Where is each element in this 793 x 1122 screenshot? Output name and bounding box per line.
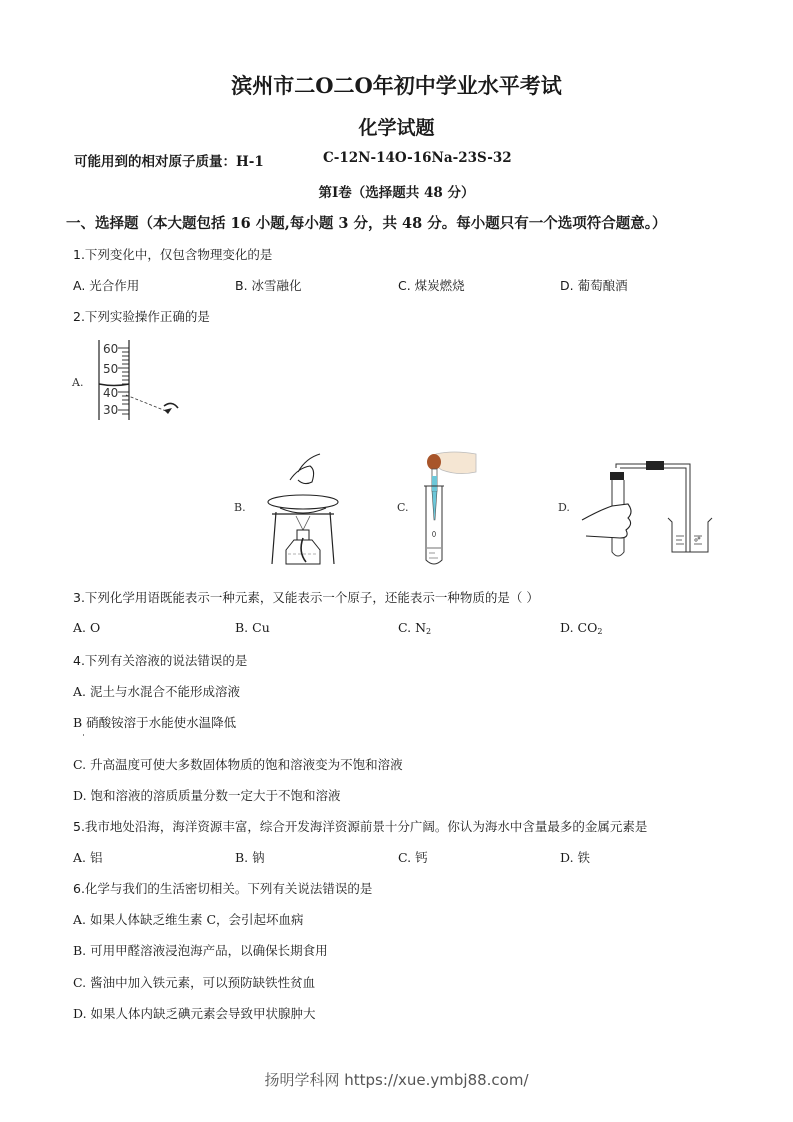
question-3-stem: 3.下列化学用语既能表示一种元素，又能表示一个原子，还能表示一种物质的是（ ） — [73, 590, 539, 605]
option-prefix: C. — [398, 620, 416, 635]
dropper-test-tube-icon — [418, 450, 483, 570]
subscript: 2 — [426, 627, 432, 636]
tick-label-60: 60 — [103, 342, 119, 356]
exam-subtitle: 化学试题 — [358, 117, 435, 139]
question-4-option-b[interactable]: B 硝酸铵溶于水能使水温降低 — [73, 715, 237, 730]
question-4-option-d[interactable]: D. 饱和溶液的溶质质量分数一定大于不饱和溶液 — [73, 788, 341, 803]
formula-o: O — [89, 620, 101, 635]
question-6-option-b[interactable]: B. 可用甲醛溶液浸泡海产品，以确保长期食用 — [73, 943, 328, 958]
question-6-option-c[interactable]: C. 酱油中加入铁元素，可以预防缺铁性贫血 — [73, 975, 316, 990]
figure-c-label[interactable]: C. — [397, 501, 409, 514]
option-prefix: B. — [235, 620, 253, 635]
subscript: 2 — [597, 627, 603, 636]
question-5-option-d[interactable]: D. 铁 — [560, 850, 591, 865]
question-3-option-a[interactable] — [73, 620, 100, 635]
atomic-mass-label: 可能用到的相对原子质量：H-1 — [74, 154, 264, 170]
test-tube-beaker-icon — [580, 460, 730, 560]
question-6-stem: 6.化学与我们的生活密切相关。下列有关说法错误的是 — [73, 881, 373, 896]
question-1-option-b[interactable]: B. 冰雪融化 — [235, 278, 302, 293]
section-title: 一、选择题（本大题包括 16 小题,每小题 3 分，共 48 分。每小题只有一个选项符合题意。） — [66, 215, 667, 232]
evaporating-dish-figure — [258, 452, 348, 567]
question-4-option-a[interactable]: A. 泥土与水混合不能形成溶液 — [73, 684, 240, 699]
question-2-stem: 2.下列实验操作正确的是 — [73, 309, 210, 324]
question-5-option-b[interactable]: B. 钠 — [235, 850, 265, 865]
question-1-option-c[interactable]: C. 煤炭燃烧 — [398, 278, 465, 293]
figure-a-label[interactable]: A. — [72, 376, 84, 389]
question-3-option-d[interactable] — [560, 620, 602, 636]
question-5-stem: 5.我市地处沿海，海洋资源丰富，综合开发海洋资源前景十分广阔。你认为海水中含量最多的金属元素是 — [73, 819, 648, 834]
option-prefix: D. — [560, 620, 578, 635]
tick-label-30: 30 — [103, 403, 119, 417]
alcohol-lamp-icon — [258, 452, 348, 567]
question-6-option-a[interactable]: A. 如果人体缺乏维生素 C，会引起坏血病 — [73, 912, 304, 927]
question-6-option-d[interactable]: D. 如果人体内缺乏碘元素会导致甲状腺肿大 — [73, 1006, 316, 1021]
question-4-stem: 4.下列有关溶液的说法错误的是 — [73, 653, 248, 668]
volume-title: 第I卷（选择题共 48 分） — [318, 185, 475, 201]
tick-label-50: 50 — [103, 362, 119, 376]
question-4-option-c[interactable]: C. 升高温度可使大多数固体物质的饱和溶液变为不饱和溶液 — [73, 757, 403, 772]
figure-d-label[interactable]: D. — [558, 501, 570, 514]
question-1-option-a[interactable]: A. 光合作用 — [73, 278, 140, 293]
question-5-option-a[interactable]: A. 铝 — [73, 850, 103, 865]
question-5-option-c[interactable]: C. 钙 — [398, 850, 428, 865]
dropper-figure — [418, 450, 483, 570]
tick-label-40: 40 — [103, 386, 119, 400]
question-1-option-d[interactable]: D. 葡萄酿酒 — [560, 278, 628, 293]
question-1-stem: 1.下列变化中，仅包含物理变化的是 — [73, 247, 273, 262]
question-3-option-b[interactable] — [235, 620, 270, 635]
airtightness-figure — [580, 460, 730, 560]
exam-title: 滨州市二O二O年初中学业水平考试 — [231, 73, 562, 98]
formula-co: CO — [577, 620, 598, 635]
footer-watermark[interactable]: 扬明学科网 https://xue.ymbj88.com/ — [264, 1071, 529, 1089]
atomic-mass-values: C-12N-14O-16Na-23S-32 — [323, 150, 512, 166]
figure-b-label[interactable]: B. — [234, 501, 246, 514]
question-3-option-c[interactable] — [398, 620, 431, 636]
formula-n: N — [415, 620, 427, 635]
formula-cu: Cu — [252, 620, 270, 635]
stray-dot — [83, 734, 84, 736]
option-prefix: A. — [73, 620, 90, 635]
